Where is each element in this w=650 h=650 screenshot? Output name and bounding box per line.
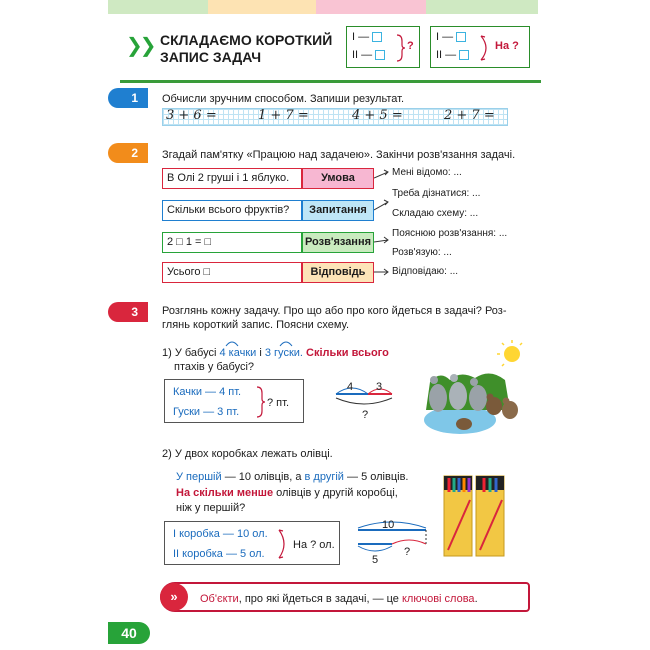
expression: 4 + 5 = [352, 108, 403, 123]
note-text: Об'єкти, про які йдеться в задачі, — це ключові слова. [200, 593, 478, 605]
scheme-box-difference: I — II — На ? [430, 26, 530, 68]
task-instruction: Згадай пам'ятку «Працюю над задачею». Закінчи розв'язання задачі. [162, 149, 516, 161]
page-number: 40 [108, 622, 150, 644]
brace-icon [255, 385, 265, 419]
scheme-box-total: I — II — ? [346, 26, 420, 68]
task-number-badge: 2 [108, 143, 148, 163]
task-number-badge: 3 [108, 302, 148, 322]
step-text: Пояснюю розв'язання: ... [392, 228, 508, 239]
empty-square-icon [459, 50, 469, 60]
answer-box: Усього □ [162, 262, 302, 283]
scheme-value: 3 [376, 381, 383, 393]
step-text: Розв'язую: ... [392, 247, 452, 258]
label-question: Запитання [302, 200, 374, 221]
label-solution: Розв'язання [302, 232, 374, 253]
geese-illustration [420, 340, 528, 440]
problem-2-text: 2) У двох коробках лежать олівці. [162, 448, 333, 460]
scheme-value: 4 [347, 381, 354, 393]
problem-1-text: 1) У бабусі 4 качки і 3 гуски. Скільки всього [162, 347, 389, 359]
problem-2-line2: У першій — 10 олівців, а в другій — 5 олівців. [176, 471, 409, 483]
comparison-arrow-icon [479, 33, 493, 63]
highlight-arcs [222, 337, 302, 347]
problem-2-line4: ніж у першій? [176, 502, 246, 514]
empty-square-icon [372, 32, 382, 42]
step-text: Мені відомо: ... [392, 167, 462, 178]
question-box: Скільки всього фруктів? [162, 200, 302, 221]
short-record-2: I коробка — 10 ол. II коробка — 5 ол. На ? ол. [164, 521, 340, 565]
scheme-value: 10 [382, 519, 395, 531]
label-answer: Відповідь [302, 262, 374, 283]
scheme-2-diagram [352, 516, 442, 562]
brace-icon [395, 33, 405, 63]
chevron-double-icon: ❯❯ [126, 35, 154, 57]
problem-2-line3: На скільки менше олівців у другій коробці, [176, 487, 398, 499]
expression: 3 + 6 = [166, 108, 217, 123]
scheme-question: ? [404, 546, 411, 558]
expression: 1 + 7 = [258, 108, 309, 123]
empty-square-icon [456, 32, 466, 42]
chevron-double-icon: » [160, 583, 188, 611]
task-instruction: Обчисли зручним способом. Запиши результат. [162, 93, 405, 105]
header-divider [120, 80, 541, 83]
condition-box: В Олі 2 груші і 1 яблуко. [162, 168, 302, 189]
scheme-question: ? [362, 409, 369, 421]
connector-arrows [374, 164, 394, 284]
step-text: Складаю схему: ... [392, 208, 479, 219]
page-title: СКЛАДАЄМО КОРОТКИЙ ЗАПИС ЗАДАЧ [160, 32, 333, 65]
empty-square-icon [375, 50, 385, 60]
pencil-boxes-illustration [440, 470, 510, 560]
label-condition: Умова [302, 168, 374, 189]
problem-1-text-line2: птахів у бабусі? [174, 361, 255, 373]
scheme-value: 5 [372, 554, 379, 566]
comparison-arrow-icon [277, 527, 291, 561]
solution-box: 2 □ 1 = □ [162, 232, 302, 253]
expression: 2 + 7 = [444, 108, 495, 123]
step-text: Відповідаю: ... [392, 266, 459, 277]
task-instruction: Розглянь кожну задачу. Про що або про кого йдеться в задачі? Роз- глянь короткий запис. Поясни схему. [162, 305, 507, 331]
task-number-badge: 1 [108, 88, 148, 108]
step-text: Треба дізнатися: ... [392, 188, 481, 199]
short-record-1: Качки — 4 пт. Гуски — 3 пт. ? пт. [164, 379, 304, 423]
